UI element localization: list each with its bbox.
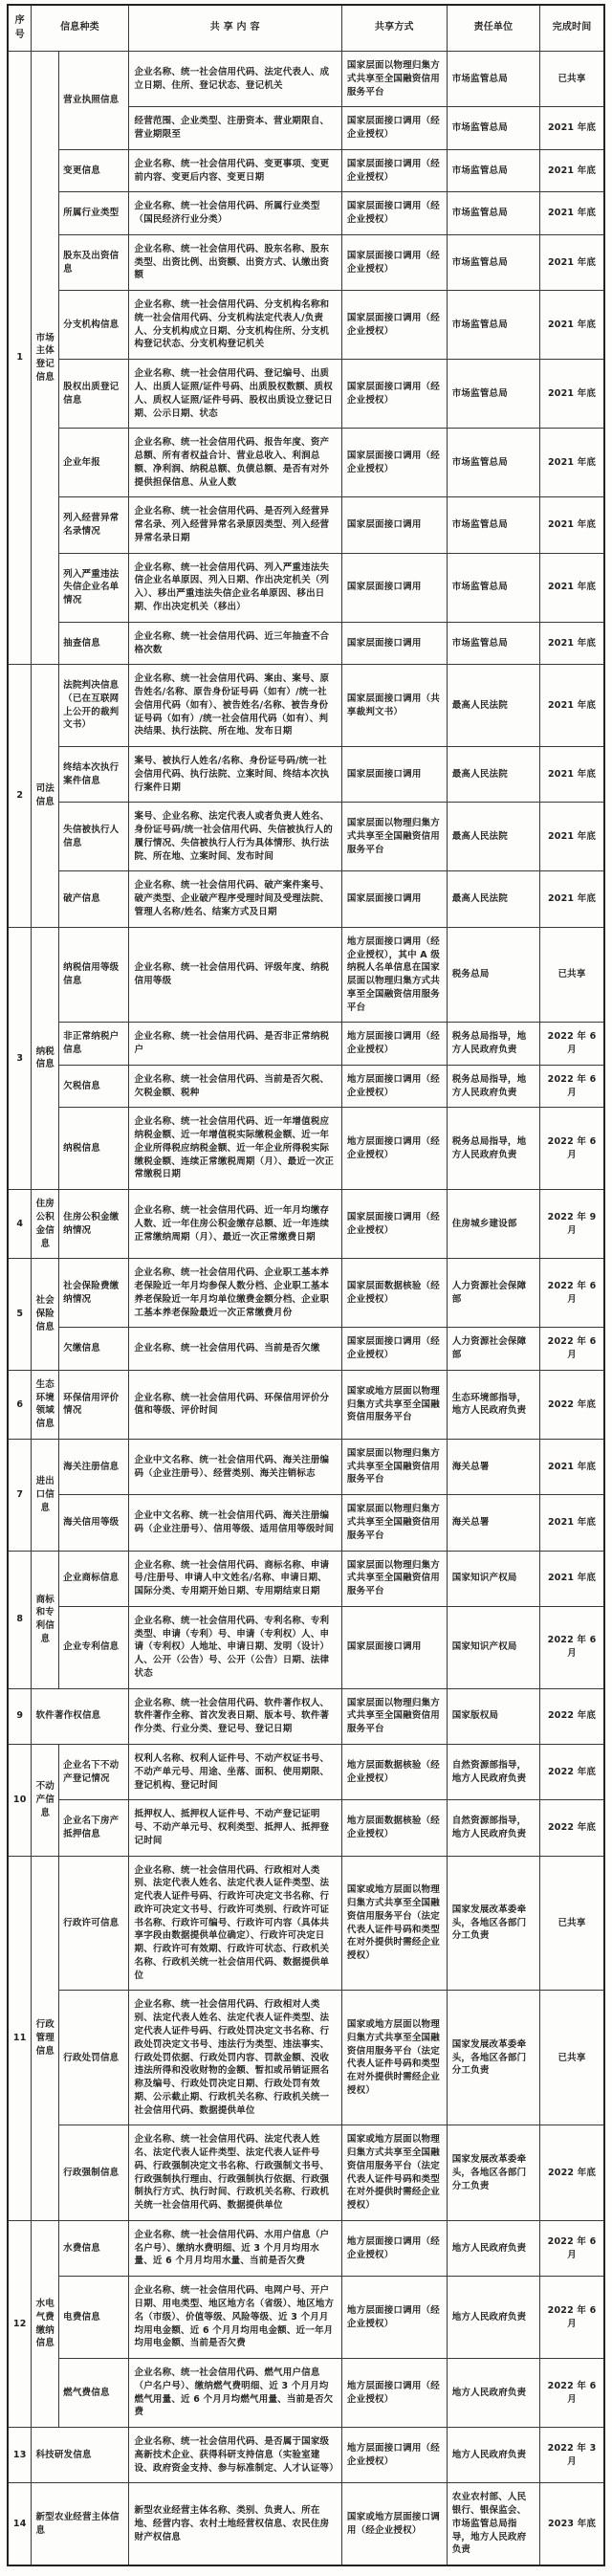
completion-time-cell: 2021 年底: [540, 192, 604, 235]
table-row: [8, 2277, 604, 2359]
header-responsible-unit: 责任单位: [447, 5, 539, 52]
content-cell: 企业中文名称、统一社会信用代码、海关注册编码（企业注册号）、信用等级、适用信用等级时间: [128, 1495, 341, 1551]
category-cell: 不动产信息: [32, 1744, 59, 1856]
content-cell: 权利人名称、权利人证件号、不动产权证书号、不动产单元号、用途、坐落、面积、使用期限、登记机构、登记时间: [128, 1744, 341, 1799]
responsible-unit-cell: 税务总局指导，地方人民政府负责: [447, 1108, 539, 1190]
table-row: [8, 2428, 604, 2483]
responsible-unit-cell: 税务总局: [447, 927, 539, 1023]
subcategory-cell: 变更信息: [59, 149, 128, 192]
content-cell: 企业名称、统一社会信用代码、变更事项、变更前内容、变更后内容、变更日期: [128, 149, 341, 192]
share-method-cell: 国家层面以物理归集方式共享至全国融资信用服务平台: [341, 1439, 447, 1494]
table-row: [8, 1856, 604, 1991]
responsible-unit-cell: 最高人民法院: [447, 803, 539, 871]
serial-cell: 8: [8, 1551, 32, 1688]
share-method-cell: 国家层面接口调用: [341, 1606, 447, 1688]
subcategory-cell: 企业商标信息: [59, 1551, 128, 1606]
subcategory-cell: 欠税信息: [59, 1065, 128, 1108]
subcategory-cell: 燃气费信息: [59, 2359, 128, 2428]
share-method-cell: 地方层面接口调用（经企业授权）: [341, 2359, 447, 2428]
table-row: [8, 1800, 604, 1856]
share-method-cell: 国家层面接口调用（经企业授权）: [341, 107, 447, 150]
share-method-cell: 国家层面接口调用: [341, 497, 447, 553]
responsible-unit-cell: 生态环境部指导，地方人民政府负责: [447, 1370, 539, 1439]
responsible-unit-cell: 市场监管总局: [447, 234, 539, 290]
subcategory-cell: 股东及出资信息: [59, 234, 128, 290]
table-row: [8, 1259, 604, 1328]
completion-time-cell: 2023 年底: [540, 2483, 604, 2565]
share-method-cell: 国家层面数据核验（经企业授权）: [341, 1259, 447, 1328]
content-cell: 企业名称、统一社会信用代码、破产案件案号、破产类型、企业破产程序受理时间及受理法院、管理人名称/姓名、结案方式及日期: [128, 871, 341, 927]
completion-time-cell: 2021 年底: [540, 665, 604, 747]
table-row: [8, 234, 604, 290]
responsible-unit-cell: 市场监管总局: [447, 360, 539, 429]
content-cell: 企业名称、统一社会信用代码、列入严重违法失信企业名单原因、列入日期、作出决定机关（列入）、移出严重违法失信企业名单原因、移出日期、作出决定机关（移出）: [128, 553, 341, 622]
responsible-unit-cell: 最高人民法院: [447, 665, 539, 747]
table-row: [8, 747, 604, 803]
completion-time-cell: 2021 年底: [540, 497, 604, 553]
responsible-unit-cell: 税务总局指导，地方人民政府负责: [447, 1023, 539, 1066]
share-method-cell: 地方层面接口调用（经企业授权），其中 A 级纳税人名单信息在国家层面以物理归集方式共享至全国融资信用服务平台: [341, 927, 447, 1023]
completion-time-cell: 已共享: [540, 52, 604, 107]
info-sharing-table: [7, 4, 605, 2566]
content-cell: 企业名称、统一社会信用代码、法定代表人姓名、法定代表人证件类型、法定代表人证件号码、行政强制决定文书名称、行政强制文书号、行政强制执行理由、行政强制执行依据、行政强制执行方式、执行时间、行政机关名称、行政机关统一社会信用代码、数据提供单位: [128, 2125, 341, 2221]
completion-time-cell: 2021 年底: [540, 553, 604, 622]
category-cell: 商标和专利信息: [32, 1551, 59, 1688]
share-method-cell: 国家或地方层面以物理归集方式共享至全国融资信用服务平台（法定代表人证件号码和类型在对外提供时需经企业授权）: [341, 1856, 447, 1991]
content-cell: 企业名称、统一社会信用代码、评级年度、纳税信用等级: [128, 927, 341, 1023]
share-method-cell: 国家层面接口调用（经企业授权）: [341, 1190, 447, 1259]
table-row: [8, 1370, 604, 1439]
responsible-unit-cell: 自然资源部指导，地方人民政府负责: [447, 1800, 539, 1856]
table-body: [8, 52, 604, 2566]
responsible-unit-cell: 地方人民政府负责: [447, 2220, 539, 2276]
subcategory-cell: 行政许可信息: [59, 1856, 128, 1991]
subcategory-cell: 列入经营异常名录情况: [59, 497, 128, 553]
subcategory-cell: 股权出质登记信息: [59, 360, 128, 429]
table-row: [8, 2359, 604, 2428]
table-row: [8, 1606, 604, 1688]
responsible-unit-cell: 市场监管总局: [447, 429, 539, 497]
completion-time-cell: 2022 年 6 月: [540, 1606, 604, 1688]
table-row: [8, 1065, 604, 1108]
content-cell: 企业名称、统一社会信用代码、当前是否欠缴: [128, 1328, 341, 1371]
content-cell: 企业名称、统一社会信用代码、是否非正常纳税户: [128, 1023, 341, 1066]
completion-time-cell: 2022 年 6 月: [540, 1259, 604, 1328]
table-row: [8, 52, 604, 107]
subcategory-cell: 欠缴信息: [59, 1328, 128, 1371]
responsible-unit-cell: 市场监管总局: [447, 52, 539, 107]
share-method-cell: 国家层面以物理归集方式共享至全国融资信用服务平台: [341, 1551, 447, 1606]
completion-time-cell: 2022 年底: [540, 1688, 604, 1744]
category-cell: 科技研发信息: [32, 2428, 128, 2483]
table-row: [8, 429, 604, 497]
completion-time-cell: 2021 年底: [540, 149, 604, 192]
category-cell: 司法信息: [32, 665, 59, 927]
table-row: [8, 2125, 604, 2221]
subcategory-cell: 营业执照信息: [59, 52, 128, 150]
subcategory-cell: 纳税信用等级信息: [59, 927, 128, 1023]
content-cell: 企业名称、统一社会信用代码、近一年月均缴存人数、近一年住房公积金缴存总额、近一年连续正常缴纳周期（月）、最近一次正常缴费日期: [128, 1190, 341, 1259]
table-row: [8, 1023, 604, 1066]
completion-time-cell: 2021 年底: [540, 803, 604, 871]
responsible-unit-cell: 国家发展改革委牵头，各地区各部门分工负责: [447, 1856, 539, 1991]
content-cell: 企业中文名称、统一社会信用代码、海关注册编码（企业注册号）、经营类别、海关注销标志: [128, 1439, 341, 1494]
share-method-cell: 国家层面接口调用: [341, 622, 447, 665]
subcategory-cell: 纳税信息: [59, 1108, 128, 1190]
responsible-unit-cell: 国家版权局: [447, 1688, 539, 1744]
responsible-unit-cell: 国家发展改革委牵头，各地区各部门分工负责: [447, 1991, 539, 2125]
header-serial: 序号: [8, 5, 32, 52]
content-cell: 企业名称、统一社会信用代码、是否列入经营异常名录、列入经营异常名录原因类型、列入经营异常名录日期: [128, 497, 341, 553]
serial-cell: 9: [8, 1688, 32, 1744]
responsible-unit-cell: 人力资源社会保障部: [447, 1328, 539, 1371]
serial-cell: 10: [8, 1744, 32, 1856]
header-info-type: 信息种类: [32, 5, 128, 52]
share-method-cell: 国家或地方层面以物理归集方式共享至全国融资信用服务平台（法定代表人证件号码和类型在对外提供时需经企业授权）: [341, 1991, 447, 2125]
content-cell: 企业名称、统一社会信用代码、法定代表人、成立日期、住所、登记状态、登记机关: [128, 52, 341, 107]
share-method-cell: 国家层面以物理归集方式共享至全国融资信用服务平台: [341, 1688, 447, 1744]
subcategory-cell: 分支机构信息: [59, 291, 128, 360]
table-row: [8, 665, 604, 747]
content-cell: 企业名称、统一社会信用代码、报告年度、资产总额、所有者权益合计、营业总收入、利润总额、净利润、纳税总额、负债总额、是否有对外提供担保信息、从业人数: [128, 429, 341, 497]
content-cell: 企业名称、统一社会信用代码、近三年抽查不合格次数: [128, 622, 341, 665]
subcategory-cell: 终结本次执行案件信息: [59, 747, 128, 803]
share-method-cell: 地方层面接口调用（经企业授权）: [341, 2277, 447, 2359]
share-method-cell: 国家层面接口调用（共享裁判文书）: [341, 665, 447, 747]
responsible-unit-cell: 地方人民政府负责: [447, 2277, 539, 2359]
content-cell: 案号、被执行人姓名/名称、身份证号码/统一社会信用代码、执行法院、立案时间、终结本次执行案件日期: [128, 747, 341, 803]
share-method-cell: 地方层面接口调用（经企业授权）: [341, 1108, 447, 1190]
serial-cell: 1: [8, 52, 32, 665]
content-cell: 企业名称、统一社会信用代码、行政相对人类别、法定代表人姓名、法定代表人证件类型、法定代表人证件号码、行政处罚决定文书名称、行政处罚决定文书号、违法行为类型、违法事实、行政处罚依据、行政处罚内容、罚款金额、没收违法所得和没收财物的金额、暂扣或吊销证照名称及编号、行政处罚决定日期、行政处罚有效期、公示截止期、行政机关名称、行政机关统一社会信用代码、数据提供单位: [128, 1991, 341, 2125]
completion-time-cell: 2022 年 6 月: [540, 2220, 604, 2276]
subcategory-cell: 行政处罚信息: [59, 1991, 128, 2125]
share-method-cell: 国家或地方层面以物理归集方式共享至全国融资信用服务平台: [341, 1370, 447, 1439]
category-cell: 新型农业经营主体信息: [32, 2483, 128, 2565]
content-cell: 经营范围、企业类型、注册资本、营业期限自、营业期限至: [128, 107, 341, 150]
completion-time-cell: 2022 年 3 月: [540, 2428, 604, 2483]
share-method-cell: 国家层面接口调用: [341, 871, 447, 927]
header-completion-time: 完成时间: [540, 5, 604, 52]
content-cell: 案号、企业名称、法定代表人或者负责人姓名、身份证号码/统一社会信用代码、失信被执行人的履行情况、失信被执行人行为具体情形、执行法院、所在地、立案时间、发布时间: [128, 803, 341, 871]
serial-cell: 14: [8, 2483, 32, 2565]
responsible-unit-cell: 国家知识产权局: [447, 1606, 539, 1688]
responsible-unit-cell: 市场监管总局: [447, 291, 539, 360]
share-method-cell: 国家层面接口调用（经企业授权）: [341, 429, 447, 497]
share-method-cell: 国家层面以物理归集方式共享至全国融资信用服务平台: [341, 52, 447, 107]
table-row: [8, 1108, 604, 1190]
table-row: [8, 291, 604, 360]
share-method-cell: 国家层面接口调用: [341, 553, 447, 622]
table-row: [8, 927, 604, 1023]
subcategory-cell: 环保信用评价情况: [59, 1370, 128, 1439]
category-cell: 水电气费缴纳信息: [32, 2220, 59, 2427]
category-cell: 社会保险信息: [32, 1259, 59, 1371]
subcategory-cell: 法院判决信息（已在互联网上公开的裁判文书）: [59, 665, 128, 747]
content-cell: 企业名称、统一社会信用代码、当前是否欠税、欠税金额、税种: [128, 1065, 341, 1108]
table-row: [8, 1495, 604, 1551]
completion-time-cell: 2021 年底: [540, 1495, 604, 1551]
responsible-unit-cell: 海关总署: [447, 1495, 539, 1551]
serial-cell: 13: [8, 2428, 32, 2483]
table-header: [8, 5, 604, 52]
share-method-cell: 国家层面接口调用（经企业授权）: [341, 360, 447, 429]
serial-cell: 11: [8, 1856, 32, 2220]
subcategory-cell: 水费信息: [59, 2220, 128, 2276]
subcategory-cell: 破产信息: [59, 871, 128, 927]
completion-time-cell: 2021 年底: [540, 429, 604, 497]
content-cell: 企业名称、统一社会信用代码、股东名称、股东类型、出资比例、出资额、出资方式、认缴出资额: [128, 234, 341, 290]
table-row: [8, 803, 604, 871]
completion-time-cell: 2022 年 6 月: [540, 1108, 604, 1190]
completion-time-cell: 2022 年 6 月: [540, 2359, 604, 2428]
table-row: [8, 553, 604, 622]
subcategory-cell: 列入严重违法失信企业名单情况: [59, 553, 128, 622]
subcategory-cell: 企业年报: [59, 429, 128, 497]
subcategory-cell: 住房公积金缴纳情况: [59, 1190, 128, 1259]
completion-time-cell: 2021 年底: [540, 107, 604, 150]
completion-time-cell: 2022 年底: [540, 1370, 604, 1439]
share-method-cell: 国家层面以物理归集方式共享至全国融资信用服务平台: [341, 803, 447, 871]
table-row: [8, 192, 604, 235]
completion-time-cell: 2021 年底: [540, 871, 604, 927]
share-method-cell: 地方层面数据核验（经企业授权）: [341, 1800, 447, 1856]
responsible-unit-cell: 自然资源部指导，地方人民政府负责: [447, 1744, 539, 1799]
responsible-unit-cell: 最高人民法院: [447, 871, 539, 927]
share-method-cell: 国家层面接口调用（经企业授权）: [341, 1328, 447, 1371]
completion-time-cell: 2021 年底: [540, 747, 604, 803]
serial-cell: 3: [8, 927, 32, 1189]
subcategory-cell: 失信被执行人信息: [59, 803, 128, 871]
subcategory-cell: 海关信用等级: [59, 1495, 128, 1551]
category-cell: 住房公积金信息: [32, 1190, 59, 1259]
share-method-cell: 地方层面接口调用（经企业授权）: [341, 2428, 447, 2483]
content-cell: 企业名称、统一社会信用代码、专利名称、专利类型、申请（专利）号、申请（专利权）人、申请（专利权）人地址、申请日期、发明（设计）人、公开（公告）号、公开（公告）日期、法律状态: [128, 1606, 341, 1688]
responsible-unit-cell: 农业农村部、人民银行、银保监会、市场监管总局指导，地方人民政府负责: [447, 2483, 539, 2565]
completion-time-cell: 已共享: [540, 927, 604, 1023]
completion-time-cell: 2021 年底: [540, 622, 604, 665]
completion-time-cell: 已共享: [540, 1991, 604, 2125]
completion-time-cell: 2022 年 9 月: [540, 1190, 604, 1259]
content-cell: 企业名称、统一社会信用代码、电网户号、开户日期、用电类型、地区地方名（省级）、地区地方名（市级）、价值等级、风险等级、近 3 个月月均用电金额、近 6 个月月均用电金额、近一年月均用电金额、当前是否欠费: [128, 2277, 341, 2359]
header-share-method: 共享方式: [341, 5, 447, 52]
category-cell: 行政管理信息: [32, 1856, 59, 2220]
subcategory-cell: 非正常纳税户信息: [59, 1023, 128, 1066]
responsible-unit-cell: 市场监管总局: [447, 149, 539, 192]
table-row: [8, 2220, 604, 2276]
table-row: [8, 1439, 604, 1494]
header-shared-content: 共 享 内 容: [128, 5, 341, 52]
table-row: [8, 1688, 604, 1744]
completion-time-cell: 2021 年底: [540, 291, 604, 360]
table-row: [8, 871, 604, 927]
subcategory-cell: 社会保险费缴纳情况: [59, 1259, 128, 1328]
content-cell: 企业名称、统一社会信用代码、环保信用评价分值和等级、评价时间: [128, 1370, 341, 1439]
share-method-cell: 国家层面接口调用（经企业授权）: [341, 192, 447, 235]
responsible-unit-cell: 地方人民政府负责: [447, 2359, 539, 2428]
share-method-cell: 地方层面接口调用（经企业授权）: [341, 1065, 447, 1108]
share-method-cell: 国家或地方层面接口调用（经企业授权）: [341, 2483, 447, 2565]
category-cell: 进出口信息: [32, 1439, 59, 1551]
category-cell: 市场主体登记信息: [32, 52, 59, 665]
content-cell: 企业名称、统一社会信用代码、企业职工基本养老保险近一年月均参保人数分档、企业职工基本养老保险近一年月均单位缴费金额分档、企业职工基本养老保险最近一次正常缴费月份: [128, 1259, 341, 1328]
content-cell: 企业名称、统一社会信用代码、分支机构名称和统一社会信用代码、分支机构法定代表人/负责人、分支机构成立日期、分支机构住所、分支机构登记状态、分支机构登记机关: [128, 291, 341, 360]
subcategory-cell: 企业名下房产抵押信息: [59, 1800, 128, 1856]
content-cell: 新型农业经营主体名称、类别、负责人、所在地、经营内容、农村土地经营权信息、农民住房财产权信息: [128, 2483, 341, 2565]
subcategory-cell: 行政强制信息: [59, 2125, 128, 2221]
subcategory-cell: 所属行业类型: [59, 192, 128, 235]
table-row: [8, 149, 604, 192]
share-method-cell: 国家层面接口调用（经企业授权）: [341, 234, 447, 290]
serial-cell: 12: [8, 2220, 32, 2427]
content-cell: 企业名称、统一社会信用代码、燃气用户信息（户名户号）、缴纳燃气费明细、近 3 个月月均燃气用量、近 6 个月月均燃气用量、当前是否欠费: [128, 2359, 341, 2428]
share-method-cell: 地方层面接口调用（经企业授权）: [341, 1023, 447, 1066]
completion-time-cell: 2022 年 6 月: [540, 1023, 604, 1066]
category-cell: 纳税信息: [32, 927, 59, 1189]
subcategory-cell: 电费信息: [59, 2277, 128, 2359]
subcategory-cell: 海关注册信息: [59, 1439, 128, 1494]
completion-time-cell: 2021 年底: [540, 1551, 604, 1606]
serial-cell: 5: [8, 1259, 32, 1371]
responsible-unit-cell: 市场监管总局: [447, 192, 539, 235]
completion-time-cell: 2021 年底: [540, 360, 604, 429]
table-row: [8, 360, 604, 429]
responsible-unit-cell: 国家发展改革委牵头，各地区各部门分工负责: [447, 2125, 539, 2221]
table-row: [8, 497, 604, 553]
share-method-cell: 国家层面接口调用: [341, 747, 447, 803]
content-cell: 企业名称、统一社会信用代码、商标名称、申请号/注册号、申请人中文姓名/名称、申请日期、国际分类、专用期开始日期、专用期结束日期: [128, 1551, 341, 1606]
content-cell: 企业名称、统一社会信用代码、近一年增值税应纳税金额、近一年增值税实际缴税金额、近一年企业所得税应纳税金额、近一年企业所得税实际缴税金额、连续正常缴税周期（月）、最近一次正常缴税日期: [128, 1108, 341, 1190]
responsible-unit-cell: 最高人民法院: [447, 747, 539, 803]
serial-cell: 7: [8, 1439, 32, 1551]
responsible-unit-cell: 住房城乡建设部: [447, 1190, 539, 1259]
responsible-unit-cell: 税务总局指导，地方人民政府负责: [447, 1065, 539, 1108]
category-cell: 生态环境领域信息: [32, 1370, 59, 1439]
table-row: [8, 2483, 604, 2565]
completion-time-cell: 2022 年底: [540, 1744, 604, 1799]
content-cell: 企业名称、统一社会信用代码、所属行业类型（国民经济行业分类）: [128, 192, 341, 235]
table-row: [8, 1551, 604, 1606]
responsible-unit-cell: 地方人民政府负责: [447, 2428, 539, 2483]
share-method-cell: 国家层面接口调用（经企业授权）: [341, 291, 447, 360]
share-method-cell: 地方层面数据核验（经企业授权）: [341, 1744, 447, 1799]
content-cell: 企业名称、统一社会信用代码、软件著作权人、软件著作全称、首次发表日期、版本号、软件著作分类、行业分类、登记号、登记日期: [128, 1688, 341, 1744]
serial-cell: 2: [8, 665, 32, 927]
completion-time-cell: 2022 年底: [540, 2125, 604, 2221]
completion-time-cell: 2021 年底: [540, 234, 604, 290]
responsible-unit-cell: 人力资源社会保障部: [447, 1259, 539, 1328]
subcategory-cell: 抽查信息: [59, 622, 128, 665]
category-cell: 软件著作权信息: [32, 1688, 128, 1744]
content-cell: 企业名称、统一社会信用代码、案由、案号、原告姓名/名称、原告身份证号码（如有）/统一社会信用代码（如有）、被告姓名/名称、被告身份证号码（如有）/统一社会信用代码（如有）、判决结果、执行法院、所在地、发布日期: [128, 665, 341, 747]
subcategory-cell: 企业名下不动产登记情况: [59, 1744, 128, 1799]
content-cell: 企业名称、统一社会信用代码、登记编号、出质人、出质人证照/证件号码、出质股权数额、质权人、质权人证照/证件号码、股权出质设立登记日期、公示日期、状态: [128, 360, 341, 429]
table-row: [8, 1328, 604, 1371]
responsible-unit-cell: 海关总署: [447, 1439, 539, 1494]
share-method-cell: 国家或地方层面以物理归集方式共享至全国融资信用服务平台（法定代表人证件号码和类型在对外提供时需经企业授权）: [341, 2125, 447, 2221]
table-row: [8, 1744, 604, 1799]
completion-time-cell: 已共享: [540, 1856, 604, 1991]
content-cell: 企业名称、统一社会信用代码、行政相对人类别、法定代表人姓名、法定代表人证件类型、法定代表人证件号码、行政许可决定文书名称、行政许可决定文书号、行政许可类别、行政许可证书名称、行政许可编号、行政许可内容（具体共享字段由数据提供单位确定）、行政许可决定日期、行政许可有效期、行政许可状态、行政机关名称、行政机关统一社会信用代码、数据提供单位: [128, 1856, 341, 1991]
serial-cell: 6: [8, 1370, 32, 1439]
share-method-cell: 地方层面接口调用（经企业授权）: [341, 2220, 447, 2276]
completion-time-cell: 2022 年底: [540, 1800, 604, 1856]
completion-time-cell: 2022 年 6 月: [540, 2277, 604, 2359]
table-row: [8, 622, 604, 665]
responsible-unit-cell: 市场监管总局: [447, 497, 539, 553]
completion-time-cell: 2022 年 6 月: [540, 1328, 604, 1371]
responsible-unit-cell: 市场监管总局: [447, 622, 539, 665]
table-row: [8, 1991, 604, 2125]
content-cell: 抵押权人、抵押权人证件号、不动产登记证明号、不动产单元号、权利类型、抵押人、抵押登记时间: [128, 1800, 341, 1856]
responsible-unit-cell: 国家知识产权局: [447, 1551, 539, 1606]
table-row: [8, 1190, 604, 1259]
responsible-unit-cell: 市场监管总局: [447, 553, 539, 622]
serial-cell: 4: [8, 1190, 32, 1259]
subcategory-cell: 企业专利信息: [59, 1606, 128, 1688]
content-cell: 企业名称、统一社会信用代码、是否属于国家级高新技术企业、获得科研支持信息（实验室建设、政府资金支持、参与标准制定、人才认证等）: [128, 2428, 341, 2483]
content-cell: 企业名称、统一社会信用代码、水用户信息（户名户号）、缴纳水费明细、近 3 个月月均用水量、近 6 个月月均用水量、当前是否欠费: [128, 2220, 341, 2276]
share-method-cell: 国家层面接口调用（经企业授权）: [341, 149, 447, 192]
share-method-cell: 国家层面以物理归集方式共享至全国融资信用服务平台: [341, 1495, 447, 1551]
header-row: [8, 5, 604, 52]
completion-time-cell: 2022 年 6 月: [540, 1065, 604, 1108]
completion-time-cell: 2021 年底: [540, 1439, 604, 1494]
responsible-unit-cell: 市场监管总局: [447, 107, 539, 150]
